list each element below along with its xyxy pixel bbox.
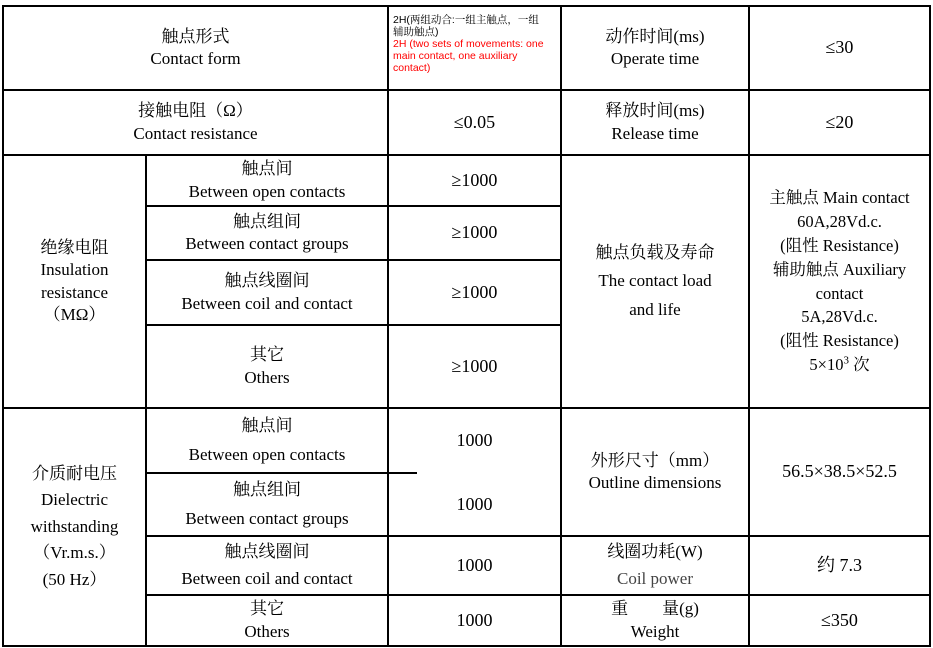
- release-time-en: Release time: [611, 123, 699, 143]
- operate-time-value-text: ≤30: [825, 37, 854, 58]
- coil-power-label: [562, 537, 748, 594]
- insulation-row-2-zh: 触点组间: [233, 211, 301, 231]
- insulation-en-2: resistance: [40, 282, 109, 302]
- dielectric-zh: 介质耐电压: [32, 464, 117, 484]
- operate-time-en: Operate time: [610, 49, 700, 68]
- contact-load-line-7: (阻性 Resistance): [780, 331, 899, 351]
- dielectric-row-4-value: [389, 596, 560, 645]
- insulation-row-2-en: Between contact groups: [185, 234, 349, 253]
- contact-form-zh: 触点形式: [161, 26, 230, 46]
- dielectric-unit-1: （Vr.m.s.）: [33, 543, 116, 563]
- dielectric-row-4-label: [147, 596, 387, 645]
- dielectric-row-3-value-text: 1000: [456, 554, 493, 575]
- contact-load-life: [809, 353, 869, 377]
- contact-load-label: [562, 156, 748, 407]
- life-base: 5×10: [809, 355, 844, 375]
- dielectric-row-2-zh: 触点组间: [233, 480, 301, 500]
- insulation-row-2-value-text: ≥1000: [451, 222, 498, 243]
- dielectric-row-3-label: [147, 537, 387, 594]
- contact-form-label: [4, 7, 387, 89]
- insulation-row-3-en: Between coil and contact: [181, 293, 353, 313]
- insulation-row-2-value: [389, 207, 560, 259]
- release-time-value-text: ≤20: [825, 111, 854, 132]
- contact-load-line-1: 主触点 Main contact: [769, 187, 910, 207]
- contact-form-value-zh-1: 2H(两组动合:一组主触点，一组: [393, 14, 539, 26]
- contact-resistance-value-text: ≤0.05: [453, 111, 496, 132]
- insulation-row-1-value: [389, 156, 560, 205]
- operate-time-zh: 动作时间(ms): [605, 26, 705, 46]
- contact-form-value-en-3: contact): [393, 62, 431, 75]
- outline-dimensions-zh: 外形尺寸（mm）: [590, 450, 720, 470]
- dielectric-row-4-en: Others: [244, 621, 290, 641]
- rule-bottom: [2, 645, 931, 647]
- dielectric-en-1: Dielectric: [40, 490, 108, 510]
- contact-load-line-2: 60A,28Vd.c.: [797, 211, 882, 231]
- contact-resistance-label: [4, 91, 387, 154]
- dielectric-row-1-zh: 触点间: [241, 416, 293, 436]
- dielectric-row-1-value-text: 1000: [456, 429, 493, 450]
- contact-form-en: Contact form: [150, 49, 241, 68]
- dielectric-en-2: withstanding: [30, 516, 119, 536]
- contact-form-value: [393, 14, 559, 74]
- contact-resistance-en: Contact resistance: [133, 123, 258, 143]
- release-time-value: [750, 91, 929, 154]
- contact-resistance-zh: 接触电阻（Ω）: [138, 101, 253, 121]
- dielectric-row-2-value: [389, 474, 560, 535]
- outline-dimensions-value-text: 56.5×38.5×52.5: [782, 461, 897, 482]
- contact-load-line-3: (阻性 Resistance): [780, 235, 899, 255]
- weight-zh: 重 量(g): [611, 599, 699, 619]
- contact-resistance-value: [389, 91, 560, 154]
- weight-label: [562, 596, 748, 645]
- outline-dimensions-en: Outline dimensions: [588, 473, 722, 492]
- dielectric-row-2-en: Between contact groups: [185, 508, 349, 528]
- dielectric-row-1-value: [389, 409, 560, 472]
- insulation-zh: 绝缘电阻: [40, 238, 109, 258]
- insulation-row-4-value: [389, 326, 560, 407]
- insulation-row-4-en: Others: [244, 367, 290, 387]
- insulation-row-2-label: [147, 207, 387, 259]
- dielectric-label: [4, 409, 145, 645]
- insulation-row-3-label: [147, 261, 387, 324]
- outline-dimensions-label: [562, 409, 748, 535]
- insulation-row-3-zh: 触点线圈间: [224, 271, 310, 291]
- operate-time-value: [750, 7, 929, 89]
- dielectric-row-3-en: Between coil and contact: [181, 568, 353, 588]
- contact-form-value-en-2: main contact, one auxiliary: [393, 50, 518, 63]
- insulation-en-1: Insulation: [40, 260, 109, 280]
- contact-load-en-2: and life: [629, 299, 681, 319]
- life-unit: 次: [848, 355, 870, 375]
- weight-value: [750, 596, 929, 645]
- insulation-row-1-en: Between open contacts: [188, 181, 346, 201]
- dielectric-row-1-en: Between open contacts: [188, 444, 346, 464]
- insulation-unit: （MΩ）: [43, 304, 106, 324]
- dielectric-row-4-value-text: 1000: [456, 609, 493, 630]
- insulation-label: [4, 156, 145, 407]
- rule-right: [929, 5, 931, 647]
- weight-en: Weight: [630, 621, 680, 641]
- coil-power-en: Coil power: [616, 568, 694, 588]
- dielectric-row-2-label: [147, 474, 387, 535]
- release-time-label: [562, 91, 748, 154]
- contact-load-line-4: 辅助触点 Auxiliary: [772, 259, 907, 279]
- insulation-row-1-value-text: ≥1000: [451, 169, 498, 190]
- life-exponent: 3: [843, 354, 849, 367]
- dielectric-row-1-label: [147, 409, 387, 472]
- insulation-row-3-value-text: ≥1000: [451, 281, 498, 302]
- insulation-row-1-zh: 触点间: [241, 159, 293, 179]
- dielectric-row-3-value: [389, 537, 560, 594]
- insulation-row-3-value: [389, 261, 560, 324]
- insulation-row-4-value-text: ≥1000: [451, 355, 498, 376]
- contact-load-value: [750, 156, 929, 407]
- insulation-row-1-label: [147, 156, 387, 205]
- dielectric-row-2-value-text: 1000: [456, 493, 493, 514]
- operate-time-label: [562, 7, 748, 89]
- contact-load-zh: 触点负载及寿命: [595, 243, 715, 263]
- outline-dimensions-value: [750, 409, 929, 535]
- coil-power-value: [750, 537, 929, 594]
- weight-value-text: ≤350: [821, 609, 858, 630]
- coil-power-value-text: 约 7.3: [817, 554, 862, 575]
- insulation-row-4-zh: 其它: [250, 345, 284, 365]
- contact-load-line-6: 5A,28Vd.c.: [801, 307, 878, 327]
- dielectric-row-4-zh: 其它: [250, 599, 284, 619]
- dielectric-unit-2: (50 Hz）: [42, 569, 107, 589]
- release-time-zh: 释放时间(ms): [605, 101, 705, 121]
- contact-form-value-zh-2: 辅助触点): [393, 26, 439, 39]
- contact-load-line-5: contact: [815, 283, 864, 303]
- insulation-row-4-label: [147, 326, 387, 407]
- dielectric-row-3-zh: 触点线圈间: [224, 542, 310, 562]
- contact-form-value-en-1: 2H (two sets of movements: one: [393, 38, 544, 51]
- contact-load-en-1: The contact load: [598, 271, 712, 291]
- coil-power-zh: 线圈功耗(W): [607, 542, 703, 562]
